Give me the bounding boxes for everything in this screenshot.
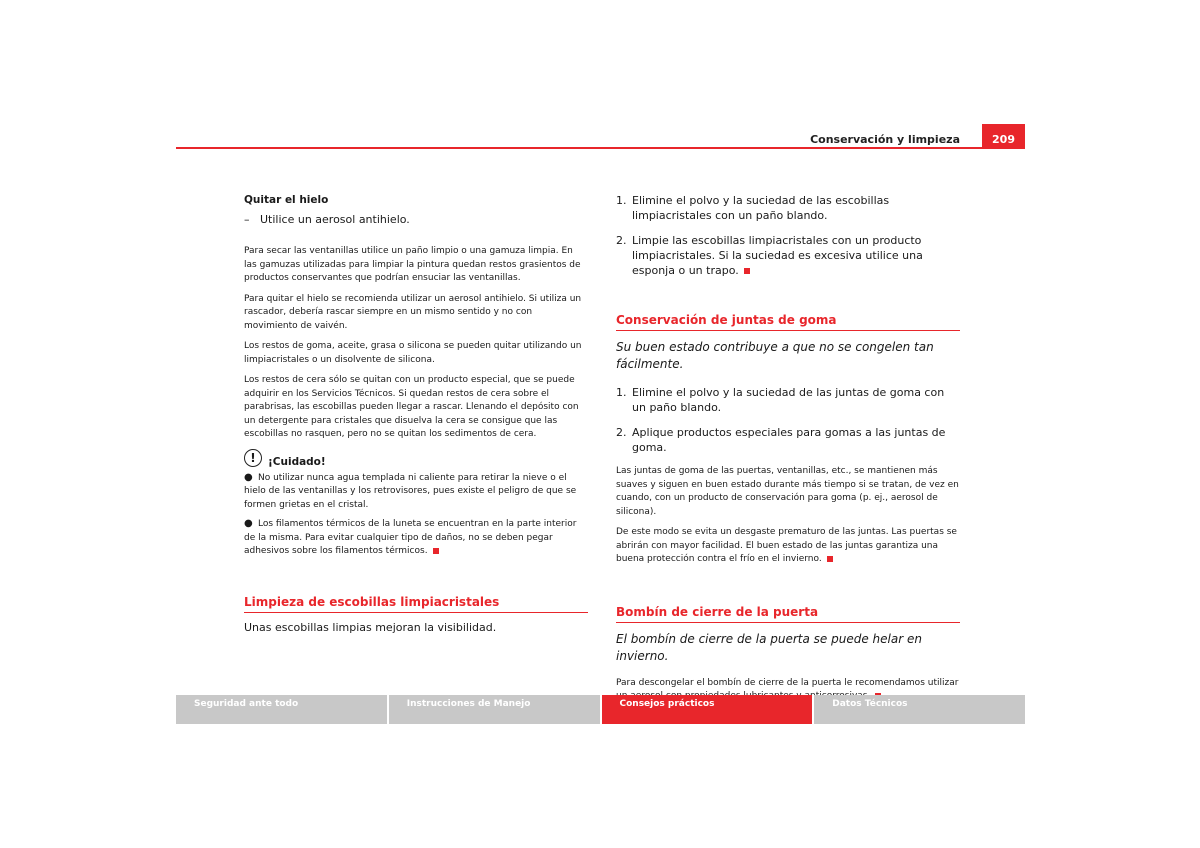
footer-tab-seguridad[interactable]: Seguridad ante todo bbox=[176, 695, 387, 724]
bullet-icon: ● bbox=[244, 471, 253, 483]
numbered-step: 1. Elimine el polvo y la suciedad de las escobillas limpiacristales con un paño blando. bbox=[616, 194, 890, 222]
warning-bullet-text: Los filamentos térmicos de la luneta se encuentran en la parte interior de la misma. Para evitar cualquier tipo de daños, no se deben pegar adhesivos sobre los filamentos térmicos. bbox=[244, 519, 577, 556]
section-title-bombin: Bombín de cierre de la puerta bbox=[616, 604, 960, 623]
warning-heading bbox=[244, 450, 588, 468]
footer-nav bbox=[176, 695, 1025, 724]
paragraph: Para quitar el hielo se recomienda utilizar un aerosol antihielo. Si utiliza un rascador, debería rascar siempre en un mismo sentido y no con movimiento de vaivén. bbox=[244, 293, 582, 331]
section-lead-italic: El bombín de cierre de la puerta se puede helar en invierno. bbox=[616, 631, 922, 663]
exclamation-icon: ! bbox=[244, 449, 262, 467]
numbered-step: 2. Limpie las escobillas limpiacristales con un producto limpiacristales. Si la suciedad es excesiva utilice una esponja o un trapo. bbox=[616, 234, 923, 277]
end-mark-icon bbox=[744, 268, 750, 274]
warning-box bbox=[244, 450, 588, 559]
footer-tab-instrucciones[interactable]: Instrucciones de Manejo bbox=[389, 695, 600, 724]
warning-bullet bbox=[244, 517, 588, 559]
paragraph: Los restos de cera sólo se quitan con un producto especial, que se puede adquirir en los Servicios Técnicos. Si quedan restos de cera sobre el parabrisas, las escobillas pueden llegar a rascar. Llenando el depósito con un detergente para cristales que disuelva la cera se consigue que las escobillas no rasquen, pero no se quitan los sedimentos de cera. bbox=[244, 375, 579, 439]
section-lead: Unas escobillas limpias mejoran la visibilidad. bbox=[244, 620, 497, 634]
footer-tab-consejos[interactable]: Consejos prácticos bbox=[602, 695, 813, 724]
paragraph: De este modo se evita un desgaste prematuro de las juntas. Las puertas se abrirán con mayor facilidad. El buen estado de las juntas garantiza una buena protección contra el frío en el invierno. bbox=[616, 527, 957, 564]
warning-bullet-text: No utilizar nunca agua templada ni caliente para retirar la nieve o el hielo de las ventanillas y los retrovisores, pues existe el peligro de que se formen grietas en el cristal. bbox=[244, 472, 577, 510]
right-column bbox=[616, 193, 960, 711]
dash-list-item: – Utilice un aerosol antihielo. bbox=[244, 213, 410, 226]
warning-title: ¡Cuidado! bbox=[268, 455, 326, 468]
header-rule bbox=[176, 147, 1025, 149]
numbered-step: 2. Aplique productos especiales para gomas a las juntas de goma. bbox=[616, 426, 946, 454]
paragraph: Las juntas de goma de las puertas, ventanillas, etc., se mantienen más suaves y siguen en buen estado durante más tiempo si se tratan, de vez en cuando, con un producto de conservación para goma (p. ej., aerosol de silicona). bbox=[616, 466, 959, 517]
section-title-escobillas: Limpieza de escobillas limpiacristales bbox=[244, 594, 588, 613]
numbered-step: 1. Elimine el polvo y la suciedad de las juntas de goma con un paño blando. bbox=[616, 386, 945, 414]
section-title-juntas: Conservación de juntas de goma bbox=[616, 312, 960, 331]
left-column bbox=[244, 193, 588, 635]
running-header-title: Conservación y limpieza bbox=[810, 133, 960, 146]
paragraph: Para descongelar el bombín de cierre de la puerta le recomendamos utilizar bbox=[616, 677, 960, 704]
bullet-icon: ● bbox=[244, 518, 253, 529]
page-number: 209 bbox=[982, 124, 1025, 149]
end-mark-icon bbox=[827, 556, 833, 562]
footer-tab-datos[interactable]: Datos Técnicos bbox=[814, 695, 1025, 724]
end-mark-icon bbox=[433, 548, 439, 554]
subhead-quitar-hielo: Quitar el hielo bbox=[244, 194, 329, 206]
dash-item-text: Utilice un aerosol antihielo. bbox=[260, 213, 410, 226]
section-lead-italic: Su buen estado contribuye a que no se congelen tan fácilmente. bbox=[616, 340, 934, 371]
paragraph: Los restos de goma, aceite, grasa o silicona se pueden quitar utilizando un limpiacristales o un disolvente de silicona. bbox=[244, 341, 582, 365]
warning-bullet bbox=[244, 471, 588, 513]
paragraph: Para secar las ventanillas utilice un paño limpio o una gamuza limpia. En las gamuzas utilizadas para limpiar la pintura quedan restos grasientos de productos conservantes que podrían ensuciar las ventanillas. bbox=[244, 246, 581, 283]
